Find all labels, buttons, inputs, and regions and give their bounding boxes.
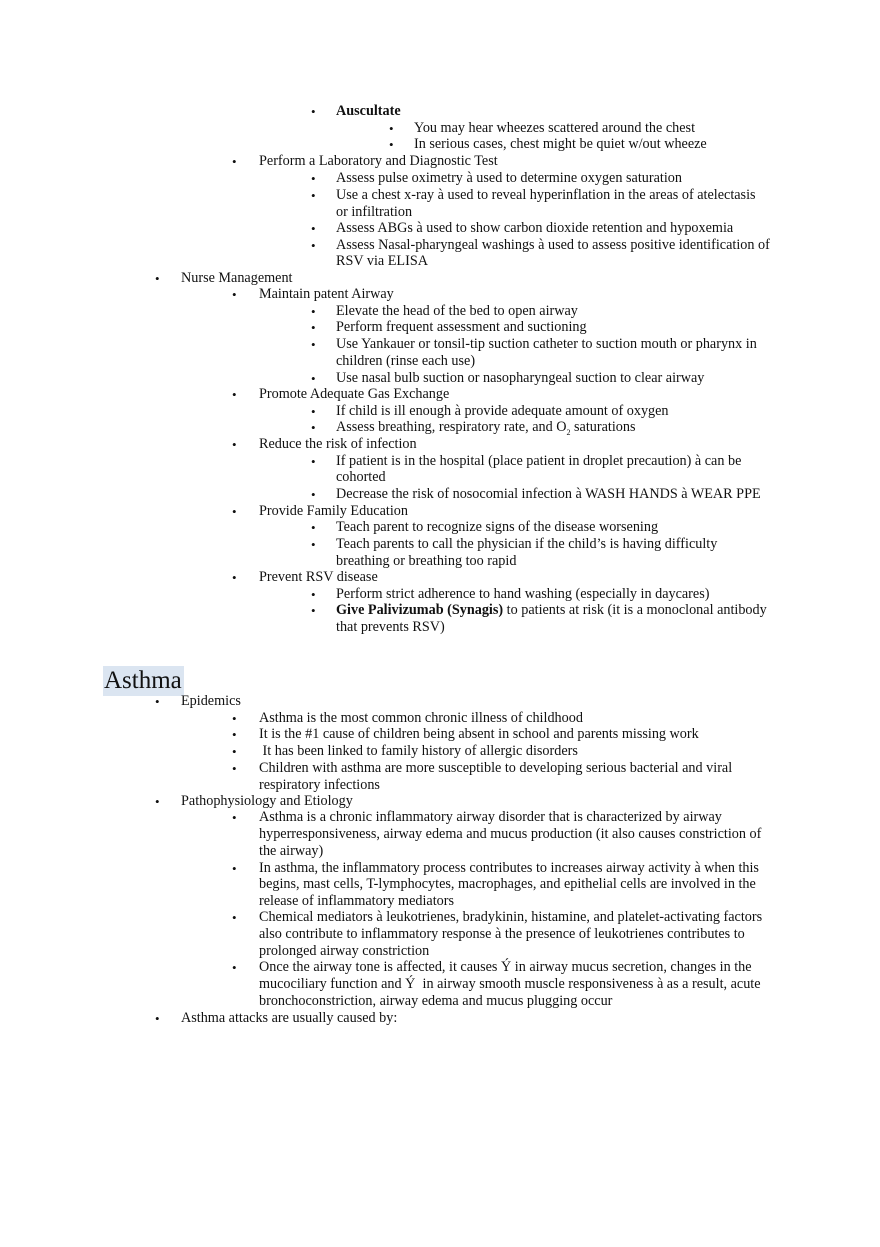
list-item-continuation: mucociliary function and Ý in airway smooth muscle responsiveness à as a result, acute — [259, 976, 761, 992]
bullet-icon: • — [155, 794, 160, 809]
list-item-continuation: RSV via ELISA — [336, 253, 428, 269]
list-item: Assess breathing, respiratory rate, and $O_2$ saturations — [336, 419, 636, 437]
list-item: Perform frequent assessment and suctioning — [336, 319, 587, 335]
list-item: Elevate the head of the bed to open airway — [336, 303, 578, 319]
pathophysiology-label: Pathophysiology and Etiology — [181, 793, 353, 809]
list-item: Teach parents to call the physician if the child’s is having difficulty — [336, 536, 718, 552]
bullet-icon: • — [389, 137, 394, 152]
bullet-icon: • — [311, 221, 316, 236]
list-item-continuation: children (rinse each use) — [336, 353, 476, 369]
bullet-icon: • — [232, 910, 237, 925]
list-item: In serious cases, chest might be quiet w/out wheeze — [414, 136, 707, 152]
list-item: Use a chest x-ray à used to reveal hyperinflation in the areas of atelectasis — [336, 187, 756, 203]
list-item: Use Yankauer or tonsil-tip suction catheter to suction mouth or pharynx in — [336, 336, 757, 352]
list-item: Perform strict adherence to hand washing (especially in daycares) — [336, 586, 710, 602]
list-item-continuation: begins, mast cells, T-lymphocytes, macrophages, and epithelial cells are involved in the — [259, 876, 756, 892]
bullet-icon: • — [232, 504, 237, 519]
list-item: Teach parent to recognize signs of the disease worsening — [336, 519, 659, 535]
list-item: Assess Nasal-pharyngeal washings à used to assess positive identification of — [336, 237, 770, 253]
bullet-icon: • — [232, 810, 237, 825]
bullet-icon: • — [311, 603, 316, 618]
list-item: Asthma is a chronic inflammatory airway disorder that is characterized by airway — [259, 809, 722, 825]
bullet-icon: • — [232, 570, 237, 585]
list-item: You may hear wheezes scattered around the chest — [414, 120, 696, 136]
bullet-icon: • — [311, 587, 316, 602]
bullet-icon: • — [311, 104, 316, 119]
nurse-management-label: Nurse Management — [181, 270, 293, 286]
bullet-icon: • — [155, 694, 160, 709]
bullet-icon: • — [232, 711, 237, 726]
list-item-continuation: or infiltration — [336, 204, 413, 220]
bullet-icon: • — [311, 320, 316, 335]
list-item: It has been linked to family history of allergic disorders — [259, 743, 578, 759]
list-item: Asthma is the most common chronic illness of childhood — [259, 710, 583, 726]
bullet-icon: • — [311, 520, 316, 535]
bullet-icon: • — [311, 454, 316, 469]
list-item-continuation: breathing or breathing too rapid — [336, 553, 517, 569]
asthma-heading: Asthma — [103, 666, 184, 696]
list-item: Decrease the risk of nosocomial infection à WASH HANDS à WEAR PPE — [336, 486, 761, 502]
list-item-continuation: that prevents RSV) — [336, 619, 445, 635]
list-item: Assess pulse oximetry à used to determine oxygen saturation — [336, 170, 682, 186]
list-item: Use nasal bulb suction or nasopharyngeal suction to clear airway — [336, 370, 705, 386]
bullet-icon: • — [232, 287, 237, 302]
bullet-icon: • — [311, 487, 316, 502]
list-item: Chemical mediators à leukotrienes, bradykinin, histamine, and platelet-activating factors — [259, 909, 763, 925]
list-item: In asthma, the inflammatory process contributes to increases airway activity à when this — [259, 860, 759, 876]
bullet-icon: • — [311, 537, 316, 552]
bullet-icon: • — [311, 238, 316, 253]
list-item: Children with asthma are more susceptible to developing serious bacterial and viral — [259, 760, 733, 776]
bullet-icon: • — [155, 1011, 160, 1026]
bullet-icon: • — [232, 861, 237, 876]
gas-exchange-label: Promote Adequate Gas Exchange — [259, 386, 450, 402]
bullet-icon: • — [389, 121, 394, 136]
list-item-continuation: hyperresponsiveness, airway edema and mucus production (it also causes constriction of — [259, 826, 762, 842]
bullet-icon: • — [311, 171, 316, 186]
bullet-icon: • — [232, 387, 237, 402]
infection-label: Reduce the risk of infection — [259, 436, 417, 452]
list-item-continuation: also contribute to inflammatory response à the presence of leukotrienes contributes to — [259, 926, 745, 942]
list-item-continuation: respiratory infections — [259, 777, 380, 793]
bullet-icon: • — [311, 337, 316, 352]
list-item: Assess ABGs à used to show carbon dioxide retention and hypoxemia — [336, 220, 734, 236]
bullet-icon: • — [232, 960, 237, 975]
list-item: If patient is in the hospital (place patient in droplet precaution) à can be — [336, 453, 742, 469]
bullet-icon: • — [232, 727, 237, 742]
auscultate-label: Auscultate — [336, 103, 401, 119]
list-item-continuation: cohorted — [336, 469, 386, 485]
family-education-label: Provide Family Education — [259, 503, 408, 519]
list-item-continuation: prolonged airway constriction — [259, 943, 430, 959]
asthma-attacks-label: Asthma attacks are usually caused by: — [181, 1010, 398, 1026]
bullet-icon: • — [232, 744, 237, 759]
epidemics-label: Epidemics — [181, 693, 241, 709]
bullet-icon: • — [155, 271, 160, 286]
bullet-icon: • — [311, 188, 316, 203]
lab-test-label: Perform a Laboratory and Diagnostic Test — [259, 153, 498, 169]
bullet-icon: • — [311, 420, 316, 435]
airway-label: Maintain patent Airway — [259, 286, 394, 302]
list-item-continuation: the airway) — [259, 843, 324, 859]
bullet-icon: • — [232, 761, 237, 776]
list-item: It is the #1 cause of children being absent in school and parents missing work — [259, 726, 699, 742]
list-item: Give Palivizumab (Synagis) to patients at risk (it is a monoclonal antibody — [336, 602, 767, 618]
list-item: If child is ill enough à provide adequate amount of oxygen — [336, 403, 669, 419]
list-item-continuation: release of inflammatory mediators — [259, 893, 455, 909]
prevent-rsv-label: Prevent RSV disease — [259, 569, 378, 585]
bullet-icon: • — [232, 437, 237, 452]
bullet-icon: • — [232, 154, 237, 169]
list-item: Once the airway tone is affected, it causes Ý in airway mucus secretion, changes in the — [259, 959, 752, 975]
list-item-continuation: bronchoconstriction, airway edema and mucus plugging occur — [259, 993, 613, 1009]
bullet-icon: • — [311, 304, 316, 319]
bullet-icon: • — [311, 404, 316, 419]
bullet-icon: • — [311, 371, 316, 386]
